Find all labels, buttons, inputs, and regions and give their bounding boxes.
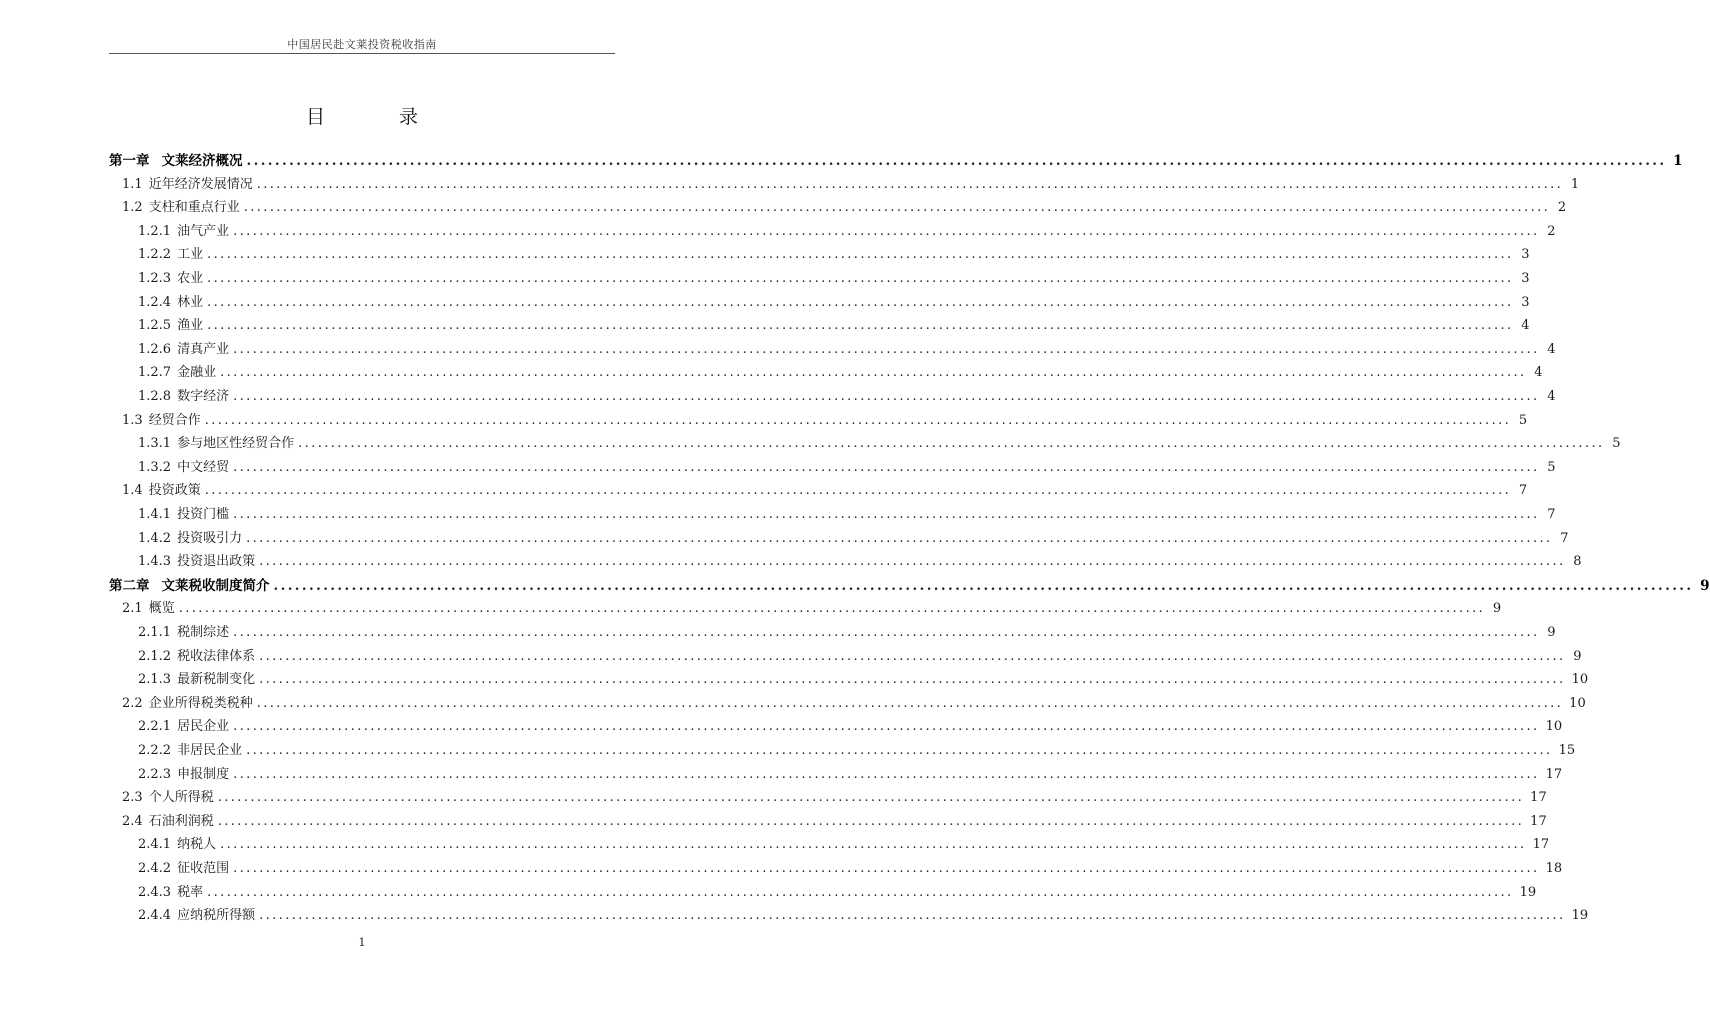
toc-entry[interactable] xyxy=(0,858,1563,880)
toc-entry-line xyxy=(138,339,1556,361)
toc-entry[interactable] xyxy=(0,905,1589,927)
toc-section-number: 1.4.2 xyxy=(138,530,172,546)
toc-leader-dots: ........................................................................................................................................................................................................ xyxy=(217,790,1525,806)
toc-entry-line xyxy=(122,598,1502,620)
toc-section-title: 非居民企业 xyxy=(177,743,243,758)
toc-entry-line xyxy=(138,646,1582,668)
toc-page-number: 9 xyxy=(1492,601,1502,617)
toc-entry[interactable] xyxy=(0,504,1556,526)
toc-entry[interactable] xyxy=(0,221,1556,243)
toc-entry[interactable] xyxy=(0,834,1550,856)
toc-entry-line xyxy=(138,858,1563,880)
toc-section-number: 2.4.4 xyxy=(138,908,172,924)
toc-leader-dots: ........................................................................................................................................................................................................ xyxy=(233,507,1540,522)
toc-entry-line xyxy=(138,669,1589,691)
toc-page-number: 7 xyxy=(1560,530,1569,546)
toc-section-title: 文莱税收制度简介 xyxy=(161,577,270,594)
toc-section-number: 1.1 xyxy=(122,176,143,192)
toc-leader-dots: ........................................................................................................................................................................................................ xyxy=(233,861,1540,876)
toc-leader-dots: ........................................................................................................................................................................................................ xyxy=(217,813,1525,829)
toc-entry-line xyxy=(138,244,1530,266)
toc-section-number: 1.4.1 xyxy=(138,507,172,522)
toc-page-number: 2 xyxy=(1557,200,1567,216)
toc-leader-dots: ........................................................................................................................................................................................................ xyxy=(259,648,1566,664)
toc-leader-dots: ........................................................................................................................................................................................................ xyxy=(220,837,1527,853)
toc-section-title: 税收法律体系 xyxy=(177,648,256,664)
toc-page-number: 9 xyxy=(1573,648,1582,664)
toc-entry-line xyxy=(138,905,1589,927)
toc-entry[interactable] xyxy=(0,646,1582,668)
toc-entry[interactable] xyxy=(0,622,1556,644)
toc-entry-line xyxy=(138,386,1556,408)
toc-section-title: 工业 xyxy=(177,247,204,263)
toc-leader-dots: ........................................................................................................................................................................................................ xyxy=(243,200,1551,216)
toc-section-number: 2.4.2 xyxy=(138,861,172,876)
toc-section-title: 征收范围 xyxy=(177,861,230,876)
toc-section-number: 第一章 xyxy=(109,153,150,169)
toc-entry[interactable] xyxy=(0,410,1528,432)
toc-page-number: 3 xyxy=(1521,294,1530,310)
toc-section-title: 数字经济 xyxy=(177,389,230,404)
toc-entry[interactable] xyxy=(0,716,1563,738)
toc-page-number: 7 xyxy=(1547,507,1556,522)
toc-chapter-entry[interactable] xyxy=(0,150,1683,172)
toc-leader-dots: ........................................................................................................................................................................................................ xyxy=(246,743,1553,758)
toc-page-number: 19 xyxy=(1571,908,1589,924)
toc-section-title: 经贸合作 xyxy=(148,412,201,428)
toc-entry[interactable] xyxy=(0,433,1621,455)
toc-entry[interactable] xyxy=(0,339,1556,361)
toc-entry[interactable] xyxy=(0,457,1556,479)
toc-entry[interactable] xyxy=(0,197,1567,219)
toc-section-number: 1.2.2 xyxy=(138,247,172,263)
toc-page-number: 4 xyxy=(1547,389,1556,404)
toc-entry-line xyxy=(122,480,1528,502)
toc-page-number: 18 xyxy=(1545,861,1563,876)
toc-entry-line xyxy=(138,315,1530,337)
toc-section-number: 1.3.2 xyxy=(138,459,172,475)
toc-page-number: 2 xyxy=(1547,223,1556,239)
toc-section-number: 2.2.3 xyxy=(138,766,172,782)
toc-section-title: 个人所得税 xyxy=(148,790,214,806)
toc-entry[interactable] xyxy=(0,811,1547,833)
toc-section-number: 1.2.3 xyxy=(138,271,172,286)
toc-section-number: 1.2.5 xyxy=(138,318,172,334)
toc-entry[interactable] xyxy=(0,669,1589,691)
toc-entry-line xyxy=(109,150,1683,172)
toc-page-number: 17 xyxy=(1532,837,1550,853)
toc-entry-line xyxy=(138,362,1543,384)
toc-entry-line xyxy=(138,622,1556,644)
toc-section-title: 应纳税所得额 xyxy=(177,908,256,924)
toc-entry-line xyxy=(122,693,1586,715)
toc-section-number: 2.1.2 xyxy=(138,648,172,664)
toc-leader-dots: ........................................................................................................................................................................................................ xyxy=(220,365,1527,381)
toc-section-title: 渔业 xyxy=(177,318,204,334)
toc-page-number: 17 xyxy=(1545,766,1563,782)
toc-page-number: 5 xyxy=(1547,459,1556,475)
toc-section-number: 1.2.6 xyxy=(138,341,172,357)
toc-entry-line xyxy=(138,834,1550,856)
toc-entry-line xyxy=(138,268,1530,290)
toc-section-number: 2.2.1 xyxy=(138,719,172,735)
toc-leader-dots: ........................................................................................................................................................................................................ xyxy=(256,176,1564,192)
toc-page-number: 15 xyxy=(1558,743,1576,758)
toc-entry-line xyxy=(138,716,1563,738)
toc-leader-dots: ........................................................................................................................................................................................................ xyxy=(207,247,1514,263)
toc-leader-dots: ........................................................................................................................................................................................................ xyxy=(273,577,1694,594)
toc-section-title: 金融业 xyxy=(177,365,217,381)
toc-section-title: 投资吸引力 xyxy=(177,530,243,546)
toc-entry[interactable] xyxy=(0,292,1530,314)
toc-section-title: 纳税人 xyxy=(177,837,217,853)
toc-section-title: 油气产业 xyxy=(177,223,230,239)
toc-leader-dots: ........................................................................................................................................................................................................ xyxy=(246,153,1667,169)
toc-section-number: 1.4 xyxy=(122,483,143,499)
toc-section-title: 中文经贸 xyxy=(177,459,230,475)
toc-section-number: 第二章 xyxy=(109,577,150,594)
toc-entry[interactable] xyxy=(0,528,1569,550)
toc-entry-line xyxy=(122,787,1547,809)
toc-entry[interactable] xyxy=(0,764,1563,786)
toc-entry-line xyxy=(138,528,1569,550)
toc-leader-dots: ........................................................................................................................................................................................................ xyxy=(207,884,1514,900)
toc-entry[interactable] xyxy=(0,551,1582,573)
toc-page-number: 17 xyxy=(1530,790,1547,806)
toc-entry-line xyxy=(138,764,1563,786)
toc-section-number: 2.2.2 xyxy=(138,743,172,758)
toc-leader-dots: ........................................................................................................................................................................................................ xyxy=(207,318,1514,334)
toc-section-title: 石油利润税 xyxy=(148,813,214,829)
toc-page-number: 10 xyxy=(1569,695,1586,711)
toc-leader-dots: ........................................................................................................................................................................................................ xyxy=(204,483,1512,499)
toc-section-number: 2.3 xyxy=(122,790,143,806)
header-rule xyxy=(109,53,615,54)
toc-section-number: 1.4.3 xyxy=(138,554,172,570)
toc-page-number: 17 xyxy=(1530,813,1547,829)
toc-section-number: 2.2 xyxy=(122,695,143,711)
toc-section-title: 近年经济发展情况 xyxy=(148,176,253,192)
toc-section-title: 清真产业 xyxy=(177,341,230,357)
toc-entry-line xyxy=(138,551,1582,573)
toc-page-number: 4 xyxy=(1534,365,1543,381)
toc-page-number: 4 xyxy=(1521,318,1530,334)
toc-section-number: 2.4.3 xyxy=(138,884,172,900)
toc-chapter-entry[interactable] xyxy=(0,575,1710,597)
toc-page-number: 8 xyxy=(1573,554,1582,570)
toc-page-number: 1 xyxy=(1673,153,1683,169)
toc-leader-dots: ........................................................................................................................................................................................................ xyxy=(233,625,1540,640)
toc-section-number: 2.4.1 xyxy=(138,837,172,853)
toc-leader-dots: ........................................................................................................................................................................................................ xyxy=(233,389,1540,404)
toc-page-number: 9 xyxy=(1700,577,1710,594)
toc-leader-dots: ........................................................................................................................................................................................................ xyxy=(233,341,1540,357)
toc-leader-dots: ........................................................................................................................................................................................................ xyxy=(207,294,1514,310)
toc-page-number: 7 xyxy=(1518,483,1528,499)
toc-section-title: 税制综述 xyxy=(177,625,230,640)
toc-entry-line xyxy=(138,457,1556,479)
toc-page-number: 1 xyxy=(1570,176,1580,192)
toc-entry-line xyxy=(122,410,1528,432)
toc-entry[interactable] xyxy=(0,740,1576,762)
toc-leader-dots: ........................................................................................................................................................................................................ xyxy=(256,695,1564,711)
toc-entry-line xyxy=(138,882,1537,904)
toc-section-title: 投资政策 xyxy=(148,483,201,499)
toc-section-title: 农业 xyxy=(177,271,204,286)
toc-section-title: 居民企业 xyxy=(177,719,230,735)
toc-entry[interactable] xyxy=(0,244,1530,266)
toc-section-title: 最新税制变化 xyxy=(177,672,256,688)
toc-section-title: 支柱和重点行业 xyxy=(148,200,240,216)
toc-section-number: 1.3.1 xyxy=(138,436,172,452)
toc-leader-dots: ........................................................................................................................................................................................................ xyxy=(298,436,1605,452)
toc-entry[interactable] xyxy=(0,268,1530,290)
toc-page-number: 5 xyxy=(1612,436,1621,452)
toc-leader-dots: ........................................................................................................................................................................................................ xyxy=(259,908,1566,924)
toc-entry-line xyxy=(109,575,1710,597)
toc-entry[interactable] xyxy=(0,480,1528,502)
toc-leader-dots: ........................................................................................................................................................................................................ xyxy=(178,601,1486,617)
toc-leader-dots: ........................................................................................................................................................................................................ xyxy=(246,530,1553,546)
toc-section-title: 文莱经济概况 xyxy=(161,153,243,169)
toc-title: 目 录 xyxy=(305,106,453,128)
toc-entry[interactable] xyxy=(0,787,1547,809)
toc-leader-dots: ........................................................................................................................................................................................................ xyxy=(259,672,1566,688)
toc-section-number: 1.2 xyxy=(122,200,143,216)
toc-page-number: 9 xyxy=(1547,625,1556,640)
toc-page-number: 3 xyxy=(1521,247,1530,263)
toc-entry[interactable] xyxy=(0,362,1543,384)
toc-section-number: 1.3 xyxy=(122,412,143,428)
toc-entry-line xyxy=(122,174,1580,196)
toc-entry-line xyxy=(122,197,1567,219)
toc-leader-dots: ........................................................................................................................................................................................................ xyxy=(259,554,1566,570)
toc-section-number: 1.2.7 xyxy=(138,365,172,381)
toc-entry[interactable] xyxy=(0,315,1530,337)
toc-page-number: 10 xyxy=(1545,719,1563,735)
toc-section-title: 概览 xyxy=(148,601,175,617)
toc-leader-dots: ........................................................................................................................................................................................................ xyxy=(207,271,1514,286)
toc-section-title: 企业所得税类税种 xyxy=(148,695,253,711)
toc-entry[interactable] xyxy=(0,598,1502,620)
toc-page-number: 10 xyxy=(1571,672,1589,688)
toc-leader-dots: ........................................................................................................................................................................................................ xyxy=(233,223,1540,239)
toc-section-number: 1.2.8 xyxy=(138,389,172,404)
toc-section-number: 2.1 xyxy=(122,601,143,617)
toc-section-number: 1.2.1 xyxy=(138,223,172,239)
toc-leader-dots: ........................................................................................................................................................................................................ xyxy=(204,412,1512,428)
toc-entry[interactable] xyxy=(0,386,1556,408)
toc-section-title: 参与地区性经贸合作 xyxy=(177,436,295,452)
toc-entry-line xyxy=(122,811,1547,833)
toc-entry[interactable] xyxy=(0,174,1580,196)
toc-leader-dots: ........................................................................................................................................................................................................ xyxy=(233,459,1540,475)
toc-section-title: 林业 xyxy=(177,294,204,310)
toc-page-number: 3 xyxy=(1521,271,1530,286)
toc-entry[interactable] xyxy=(0,882,1537,904)
toc-section-number: 2.4 xyxy=(122,813,143,829)
page-number: 1 xyxy=(358,936,366,949)
toc-entry-line xyxy=(138,433,1621,455)
toc-section-title: 投资退出政策 xyxy=(177,554,256,570)
toc-section-title: 投资门槛 xyxy=(177,507,230,522)
toc-page-number: 5 xyxy=(1518,412,1528,428)
toc-entry[interactable] xyxy=(0,693,1586,715)
toc-page-number: 19 xyxy=(1519,884,1537,900)
toc-entry-line xyxy=(138,292,1530,314)
toc-section-title: 税率 xyxy=(177,884,204,900)
toc-entry-line xyxy=(138,221,1556,243)
toc-section-number: 1.2.4 xyxy=(138,294,172,310)
toc-section-number: 2.1.3 xyxy=(138,672,172,688)
toc-leader-dots: ........................................................................................................................................................................................................ xyxy=(233,766,1540,782)
toc-entry-line xyxy=(138,740,1576,762)
toc-entry-line xyxy=(138,504,1556,526)
running-header: 中国居民赴文莱投资税收指南 xyxy=(287,38,437,51)
toc-leader-dots: ........................................................................................................................................................................................................ xyxy=(233,719,1540,735)
toc-section-number: 2.1.1 xyxy=(138,625,172,640)
toc-section-title: 申报制度 xyxy=(177,766,230,782)
toc-page-number: 4 xyxy=(1547,341,1556,357)
